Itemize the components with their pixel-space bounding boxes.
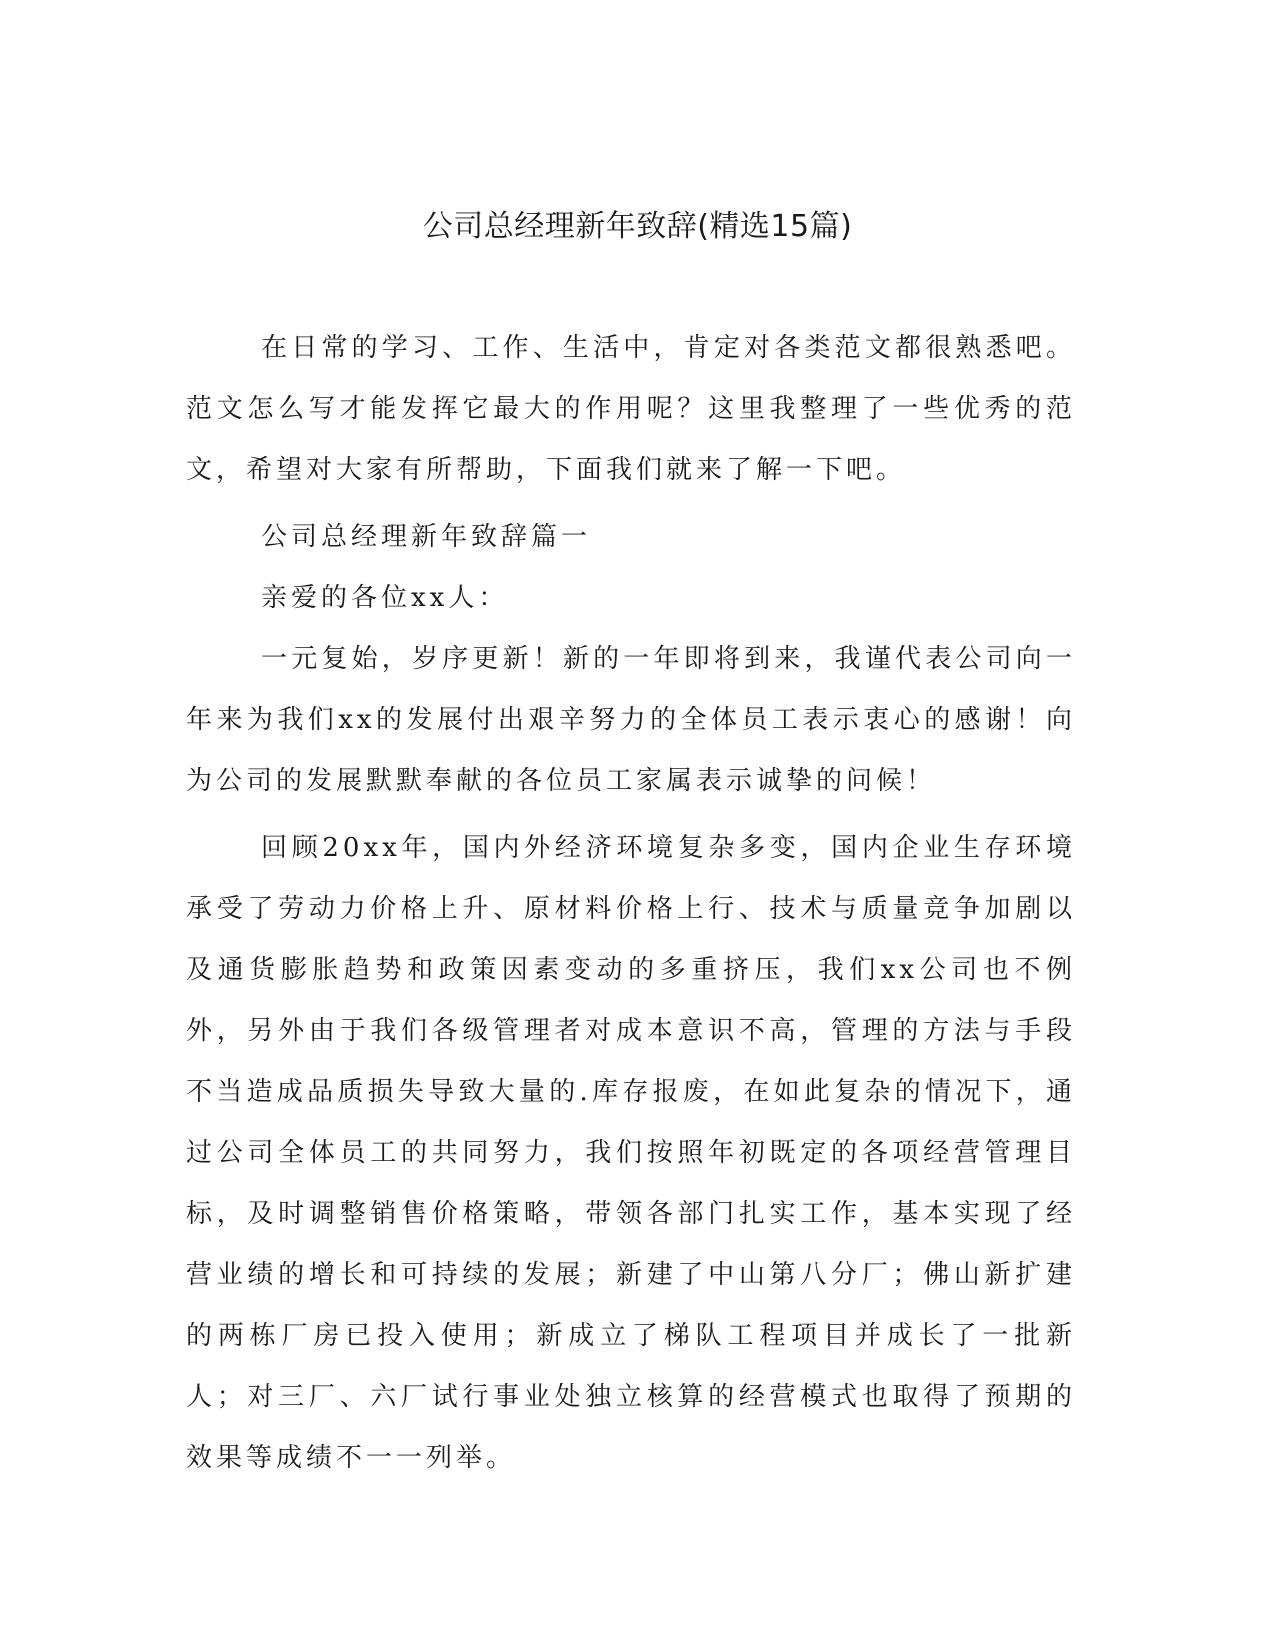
section-heading: 公司总经理新年致辞篇一 <box>261 522 592 552</box>
greeting-paragraph: 一元复始，岁序更新！新的一年即将到来，我谨代表公司向一年来为我们xx的发展付出艰辛努力的全体员工表示衷心的感谢！向为公司的发展默默奉献的各位员工家属表示诚挚的问候！ <box>186 644 1076 796</box>
review-paragraph: 回顾20xx年，国内外经济环境复杂多变，国内企业生存环境承受了劳动力价格上升、原材料价格上行、技术与质量竞争加剧以及通货膨胀趋势和政策因素变动的多重挤压，我们xx公司也不例外，另外由于我们各级管理者对成本意识不高，管理的方法与手段不当造成品质损失导致大量的.库存报废，在如此复杂的情况下，通过公司全体员工的共同努力，我们按照年初既定的各项经营管理目标，及时调整销售价格策略，带领各部门扎实工作，基本实现了经营业绩的增长和可持续的发展；新建了中山第八分厂；佛山新扩建的两栋厂房已投入使用；新成立了梯队工程项目并成长了一批新人；对三厂、六厂试行事业处独立核算的经营模式也取得了预期的效果等成绩不一一列举。 <box>186 833 1076 1473</box>
intro-paragraph: 在日常的学习、工作、生活中，肯定对各类范文都很熟悉吧。范文怎么写才能发挥它最大的作用呢？这里我整理了一些优秀的范文，希望对大家有所帮助，下面我们就来了解一下吧。 <box>186 333 1076 485</box>
salutation: 亲爱的各位xx人： <box>261 583 509 613</box>
document-body <box>186 318 1076 1495</box>
document-title: 公司总经理新年致辞(精选15篇) <box>422 209 853 244</box>
